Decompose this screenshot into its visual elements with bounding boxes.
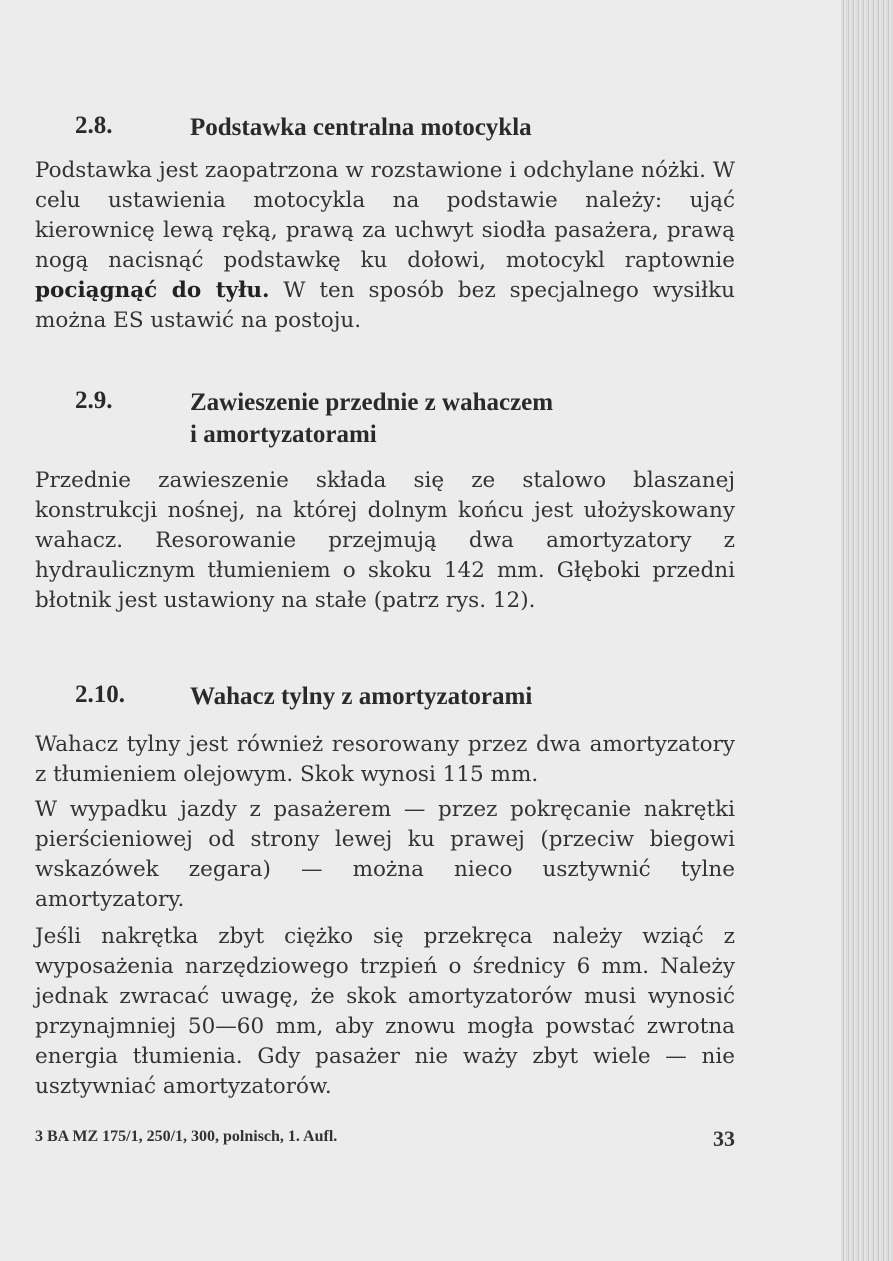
section-title: Wahacz tylny z amortyzatorami bbox=[190, 683, 533, 710]
section-title-line: Zawieszenie przednie z wahaczem bbox=[190, 389, 554, 416]
scan-edge bbox=[841, 0, 893, 1261]
paragraph: Przednie zawieszenie składa się ze stalowo blaszanej konstrukcji nośnej, na której dolnym końcu jest ułożyskowany wahacz. Resorowanie przejmują dwa amortyzatory z hydraulicznym tłumieniem o skoku 142 mm. Głęboki przedni błotnik jest ustawiony na stałe (patrz rys. 12). bbox=[35, 468, 735, 613]
paragraph: Wahacz tylny jest również resorowany przez dwa amortyzatory z tłumieniem olejowym. Skok wynosi 115 mm. bbox=[35, 732, 735, 787]
emphasis-text: pociągnąć do tyłu. bbox=[35, 278, 270, 303]
page-number: 33 bbox=[713, 1126, 735, 1151]
paragraph-text: W ten sposób bez specjalnego wysiłku można ES ustawić na postoju. bbox=[35, 278, 735, 333]
page-footer bbox=[35, 1126, 735, 1151]
paragraph bbox=[35, 156, 735, 336]
paragraph: Jeśli nakrętka zbyt ciężko się przekręca należy wziąć z wyposażenia narzędziowego trzpień o średnicy 6 mm. Należy jednak zwracać uwagę, że skok amortyzatorów musi wynosić przynajmniej 50—60 mm, aby znowu mogła powstać zwrotna energia tłumienia. Gdy pasażer nie waży zbyt wiele — nie usztywniać amortyzatorów. bbox=[35, 924, 735, 1099]
paragraph-text: Podstawka jest zaopatrzona w rozstawione i odchylane nóżki. W celu ustawienia motocykla na podstawie należy: ująć kierownicę lewą ręką, prawą za uchwyt siodła pasażera, prawą nogą nacisnąć podstawkę ku dołowi, motocykl raptownie bbox=[35, 158, 735, 273]
paragraph: W wypadku jazdy z pasażerem — przez pokręcanie nakrętki pierścieniowej od strony lewej ku prawej (przeciw biegowi wskazówek zegara) — można nieco usztywnić tylne amortyzatory. bbox=[35, 797, 735, 912]
section-number: 2.10. bbox=[75, 681, 125, 708]
section-title bbox=[190, 387, 553, 451]
section-title-line: i amortyzatorami bbox=[190, 421, 377, 448]
section-title: Podstawka centralna motocykla bbox=[190, 114, 532, 141]
footer-imprint: 3 BA MZ 175/1, 250/1, 300, polnisch, 1. Aufl. bbox=[35, 1128, 338, 1145]
section-number: 2.9. bbox=[75, 387, 113, 414]
section-number: 2.8. bbox=[75, 112, 113, 139]
